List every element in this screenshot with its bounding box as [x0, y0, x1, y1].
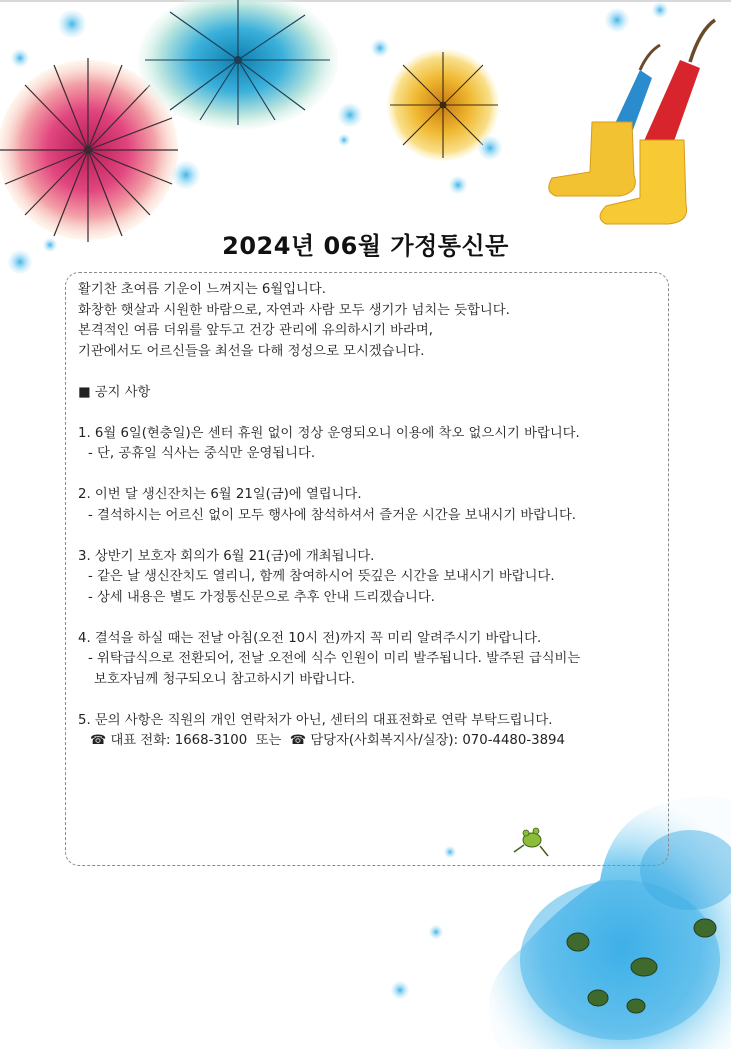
notice-item-4: 4. 결석을 하실 때는 전날 아침(오전 10시 전)까지 꼭 미리 알려주시기 바랍니다. [78, 630, 542, 646]
notice-item-4-sub: 보호자님께 청구되오니 참고하시기 바랍니다. [94, 671, 355, 687]
notice-heading: ■ 공지 사항 [78, 384, 151, 400]
intro-line: 활기찬 초여름 기운이 느껴지는 6월입니다. [78, 282, 326, 297]
intro-line: 본격적인 여름 더위를 앞두고 건강 관리에 유의하시기 바라며, [78, 323, 433, 338]
manager-phone: 담당자(사회복지사/실장): 070-4480-3894 [310, 733, 565, 748]
newsletter-body [78, 280, 663, 752]
notice-item-1: 1. 6월 6일(현충일)은 센터 휴원 없이 정상 운영되오니 이용에 착오 없으시기 바랍니다. [78, 425, 580, 441]
contact-line [78, 731, 663, 752]
phone-icon: ☎ [289, 733, 307, 748]
notice-item-3: 3. 상반기 보호자 회의가 6월 21(금)에 개최됩니다. [78, 548, 375, 564]
notice-item-1-sub: - 단, 공휴일 식사는 중식만 운영됩니다. [88, 446, 316, 461]
notice-item-2-sub: - 결석하시는 어르신 없이 모두 행사에 참석하셔서 즐거운 시간을 보내시기 바랍니다. [88, 507, 577, 523]
notice-item-4-sub: - 위탁급식으로 전환되어, 전날 오전에 식수 인원이 미리 발주됩니다. 발주된 급식비는 [88, 651, 581, 666]
contact-separator: 또는 [255, 733, 282, 748]
page-title: 2024년 06월 가정통신문 [222, 232, 509, 260]
intro-line: 기관에서도 어르신들을 최선을 다해 정성으로 모시겠습니다. [78, 343, 425, 359]
notice-item-2: 2. 이번 달 생신잔치는 6월 21일(금)에 열립니다. [78, 487, 362, 502]
boots-umbrellas-art [549, 20, 715, 224]
notice-item-3-sub: - 상세 내용은 별도 가정통신문으로 추후 안내 드리겠습니다. [88, 589, 435, 605]
notice-item-3-sub: - 같은 날 생신잔치도 열리니, 함께 참여하시어 뜻깊은 시간을 보내시기 바랍니다. [88, 569, 555, 584]
intro-line: 화창한 햇살과 시원한 바람으로, 자연과 사람 모두 생기가 넘치는 듯합니다. [78, 302, 510, 318]
phone-icon: ☎ [90, 733, 107, 748]
notice-item-5: 5. 문의 사항은 직원의 개인 연락처가 아닌, 센터의 대표전화로 연락 부탁드립니다. [78, 712, 553, 728]
main-phone: 대표 전화: 1668-3100 [110, 733, 248, 748]
